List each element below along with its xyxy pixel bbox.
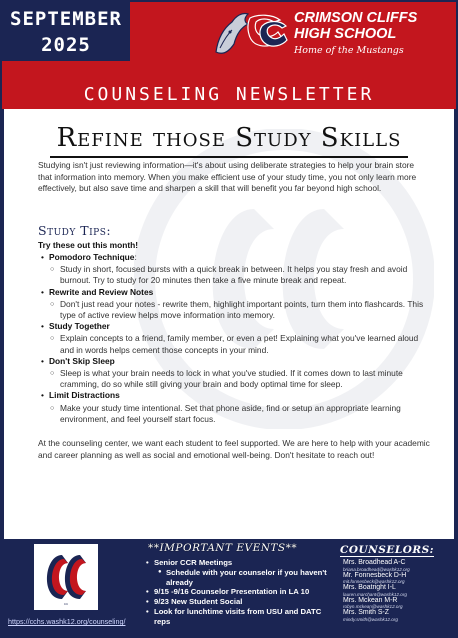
- header-year: 2025: [41, 34, 91, 56]
- article-outro: At the counseling center, we want each student to feel supported. We are here to help with your academic and career planning as well as social and emotional well-being. Don't hesitate to reach out!: [38, 438, 430, 460]
- list-item: [343, 559, 410, 572]
- tips-list: [38, 252, 434, 425]
- bullet-icon: •: [146, 587, 149, 597]
- tips-lead: Try these out this month!: [38, 240, 139, 250]
- tip-detail: [38, 333, 434, 355]
- event-text: Senior CCR Meetings: [154, 558, 233, 567]
- event-text: 9/23 New Student Social: [154, 597, 243, 607]
- bullet-icon: •: [41, 321, 44, 332]
- list-item: [144, 607, 334, 627]
- school-name: [294, 10, 417, 42]
- event-sub-text: Schedule with your counselor if you haven't already: [166, 567, 327, 587]
- tip-detail-text: Study in short, focused bursts with a quick break in between. It helps you stay fresh and avoid burnout. Try to study for 20 minutes then take a five minute break and repeat.: [60, 264, 408, 286]
- article-body: [4, 109, 454, 539]
- tip-detail-text: Make your study time intentional. Set that phone aside, find or setup an appropriate learning environment, and feel yourself start focus.: [60, 402, 401, 424]
- bullet-icon: •: [41, 286, 44, 297]
- header-month: SEPTEMBER: [10, 8, 122, 30]
- counselor-email[interactable]: mit.fonnesbeck@washk12.org: [343, 579, 405, 585]
- list-item: [38, 287, 434, 298]
- date-box: [2, 2, 130, 63]
- list-item: [38, 390, 434, 401]
- article-intro: Studying isn't just reviewing information—it's about using deliberate strategies to help your brain store that information into memory. When you make efficient use of your study time, you not only learn more effectively, but also save time and sharpen a skill that will benefit you far beyond high school.: [38, 160, 417, 193]
- counselor-email[interactable]: mindy.smith@washk12.org: [343, 616, 398, 622]
- tip-title: Study Together: [49, 321, 110, 332]
- counselors-divider: [340, 556, 434, 557]
- counselor-email[interactable]: briana.broadhead@washk12.org: [343, 566, 410, 572]
- bullet-icon: •: [41, 390, 44, 401]
- list-item: [144, 587, 334, 597]
- tip-detail: [38, 264, 434, 286]
- list-item: [343, 572, 410, 585]
- tip-title: Limit Distractions: [49, 390, 120, 401]
- circle-bullet-icon: ○: [50, 335, 55, 343]
- event-text: 9/15 -9/16 Counselor Presentation in LA 10: [154, 587, 310, 597]
- counselor-name: Mr. Fonnesbeck D-H: [343, 571, 407, 579]
- counseling-url-link[interactable]: https://cchs.washk12.org/counseling/: [8, 617, 126, 626]
- list-item: [38, 321, 434, 332]
- circle-bullet-icon: ○: [50, 266, 55, 274]
- mustang-logo-icon: [210, 8, 288, 64]
- event-text: Look for lunchtime visits from USU and DATC reps: [154, 606, 322, 626]
- school-name-line1: CRIMSON CLIFFS: [294, 10, 418, 26]
- list-item: [343, 584, 410, 597]
- counselor-name: Mrs. Smith S-Z: [343, 609, 389, 617]
- counselor-name: Mrs. Mckean M-R: [343, 596, 398, 604]
- counselors-heading: COUNSELORS:: [340, 544, 435, 556]
- events-list: [144, 558, 334, 627]
- event-sub: [144, 568, 334, 588]
- list-item: [144, 597, 334, 607]
- tip-detail: [38, 403, 434, 425]
- school-name-line2: HIGH SCHOOL: [294, 26, 397, 42]
- footer: [4, 539, 454, 635]
- newsletter-title: COUNSELING NEWSLETTER: [83, 84, 375, 105]
- school-tagline: Home of the Mustangs: [294, 45, 404, 56]
- tip-detail: [38, 368, 434, 390]
- bullet-icon: •: [41, 252, 44, 262]
- counselor-email[interactable]: robyn.mckean@washk12.org: [343, 604, 403, 610]
- circle-bullet-icon: ○: [50, 370, 55, 378]
- list-item: [343, 609, 410, 622]
- bullet-icon: •: [41, 355, 44, 366]
- events-heading: **IMPORTANT EVENTS**: [148, 542, 298, 554]
- counselor-name: Mrs. Broadhead A-C: [343, 559, 406, 566]
- circle-bullet-icon: ○: [50, 300, 55, 308]
- circle-bullet-icon: ●: [158, 568, 162, 575]
- title-underline: [50, 156, 408, 158]
- list-item: [343, 597, 410, 610]
- list-item: [144, 558, 334, 568]
- counselors-list: [343, 559, 410, 622]
- bullet-icon: •: [146, 597, 149, 607]
- bullet-icon: •: [146, 558, 149, 567]
- counselor-email[interactable]: lauren.marchant@washk12.org: [343, 591, 407, 597]
- circle-bullet-icon: ○: [50, 404, 55, 412]
- cc-logo-icon: [38, 547, 94, 607]
- tip-detail-text: Don't just read your notes - rewrite them, highlight important points, turn them into flashcards. This type of active review helps move information into memory.: [60, 298, 424, 321]
- article-title: Refine those Study Skills: [56, 123, 402, 153]
- tip-detail-text: Sleep is what your brain needs to lock in what you've studied. If it comes down to last minute cramming, do so while still giving your brain and body optimal time for sleep.: [60, 368, 403, 390]
- footer-logo-letters: CC: [63, 602, 69, 606]
- tip-title-suffix: :: [134, 252, 137, 262]
- list-item: [38, 252, 434, 263]
- tip-title: Don't Skip Sleep: [49, 355, 115, 366]
- list-item: [38, 356, 434, 367]
- tip-detail: [38, 299, 434, 321]
- tip-detail-text: Explain concepts to a friend, family member, or even a pet! Explaining what you've learned aloud and in words helps cement those concepts in your mind.: [60, 333, 419, 355]
- counselor-name: Mrs. Boatright I-L: [343, 584, 396, 592]
- bullet-icon: •: [146, 606, 149, 616]
- tip-title: Pomodoro Technique: [49, 252, 135, 262]
- tip-title: Rewrite and Review Notes: [49, 286, 154, 297]
- tips-heading: Study Tips:: [38, 223, 112, 238]
